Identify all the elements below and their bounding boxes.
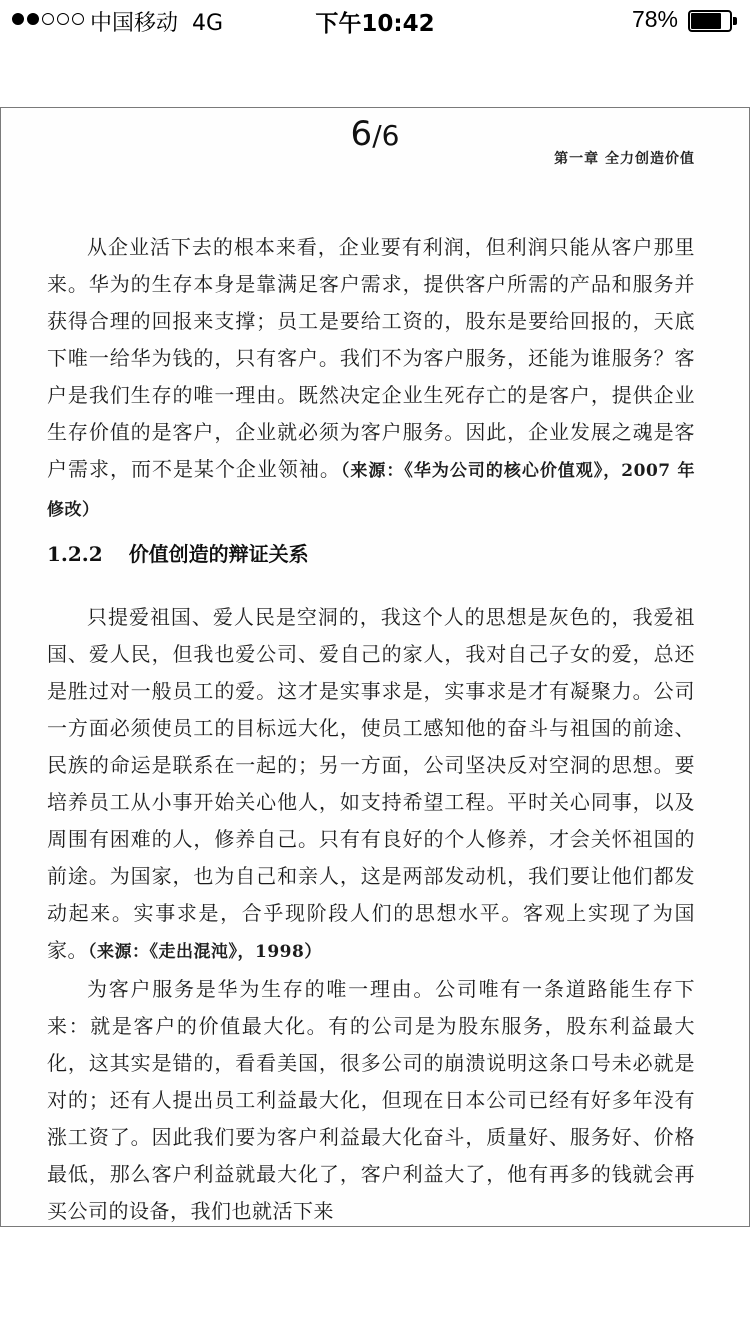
- paragraph-1-text: 从企业活下去的根本来看，企业要有利润，但利润只能从客户那里来。华为的生存本身是靠满足客户需求，提供客户所需的产品和服务并获得合理的回报来支撑；员工是要给工资的，股东是要给回报的，天底下唯一给华为钱的，只有客户。我们不为客户服务，还能为谁服务？客户是我们生存的唯一理由。既然决定企业生死存亡的是客户，提供企业生存价值的是客户，企业就必须为客户服务。因此，企业发展之魂是客户需求，而不是某个企业领袖。: [47, 235, 695, 481]
- chapter-header: 第一章 全力创造价值: [554, 151, 695, 167]
- paragraph-2-source: （来源：《走出混沌》，1998）: [88, 942, 322, 962]
- page-current: 6: [350, 114, 373, 154]
- battery-level-fill: [691, 13, 721, 29]
- battery-percent: 78%: [631, 6, 678, 32]
- body-paragraph-2: [47, 599, 695, 971]
- section-number: 1.2.2: [47, 542, 103, 566]
- body-paragraph-1: [47, 229, 695, 529]
- network-type: 4G: [192, 11, 224, 36]
- book-page-viewer[interactable]: [0, 107, 750, 1227]
- section-heading: [47, 538, 309, 567]
- page-total: 6: [381, 119, 400, 152]
- section-title: 价值创造的辩证关系: [128, 542, 309, 566]
- battery-cap: [733, 17, 737, 25]
- battery-icon: [688, 10, 738, 32]
- carrier-name: 中国移动: [90, 11, 179, 36]
- status-bar: [0, 0, 750, 42]
- body-paragraph-3: [47, 971, 695, 1227]
- page-separator: /: [372, 119, 382, 152]
- paragraph-3-text: 为客户服务是华为生存的唯一理由。公司唯有一条道路能生存下来：就是客户的价值最大化。有的公司是为股东服务，股东利益最大化，这其实是错的，看看美国，很多公司的崩溃说明这条口号未必就是对的；还有人提出员工利益最大化，但现在日本公司已经有好多年没有涨工资了。因此我们要为客户利益最大化奋斗，质量好、服务好、价格最低，那么客户利益就最大化了，客户利益大了，他有再多的钱就会再买公司的设备，我们也就活下来: [47, 977, 695, 1223]
- paragraph-2-text: 只提爱祖国、爱人民是空洞的，我这个人的思想是灰色的，我爱祖国、爱人民，但我也爱公司、爱自己的家人，我对自己子女的爱，总还是胜过对一般员工的爱。这才是实事求是，实事求是才有凝聚力。公司一方面必须使员工的目标远大化，使员工感知他的奋斗与祖国的前途、民族的命运是联系在一起的；另一方面，公司坚决反对空洞的思想。要培养员工从小事开始关心他人，如支持希望工程。平时关心同事，以及周围有困难的人，修养自己。只有有良好的个人修养，才会关怀祖国的前途。为国家，也为自己和亲人，这是两部发动机，我们要让他们都发动起来。实事求是，合乎现阶段人们的思想水平。客观上实现了为国家。: [47, 605, 695, 962]
- status-time: 下午10:42: [315, 11, 435, 37]
- paragraph-1-source: （来源：《华为公司的核心价值观》，2007 年修改）: [47, 461, 696, 520]
